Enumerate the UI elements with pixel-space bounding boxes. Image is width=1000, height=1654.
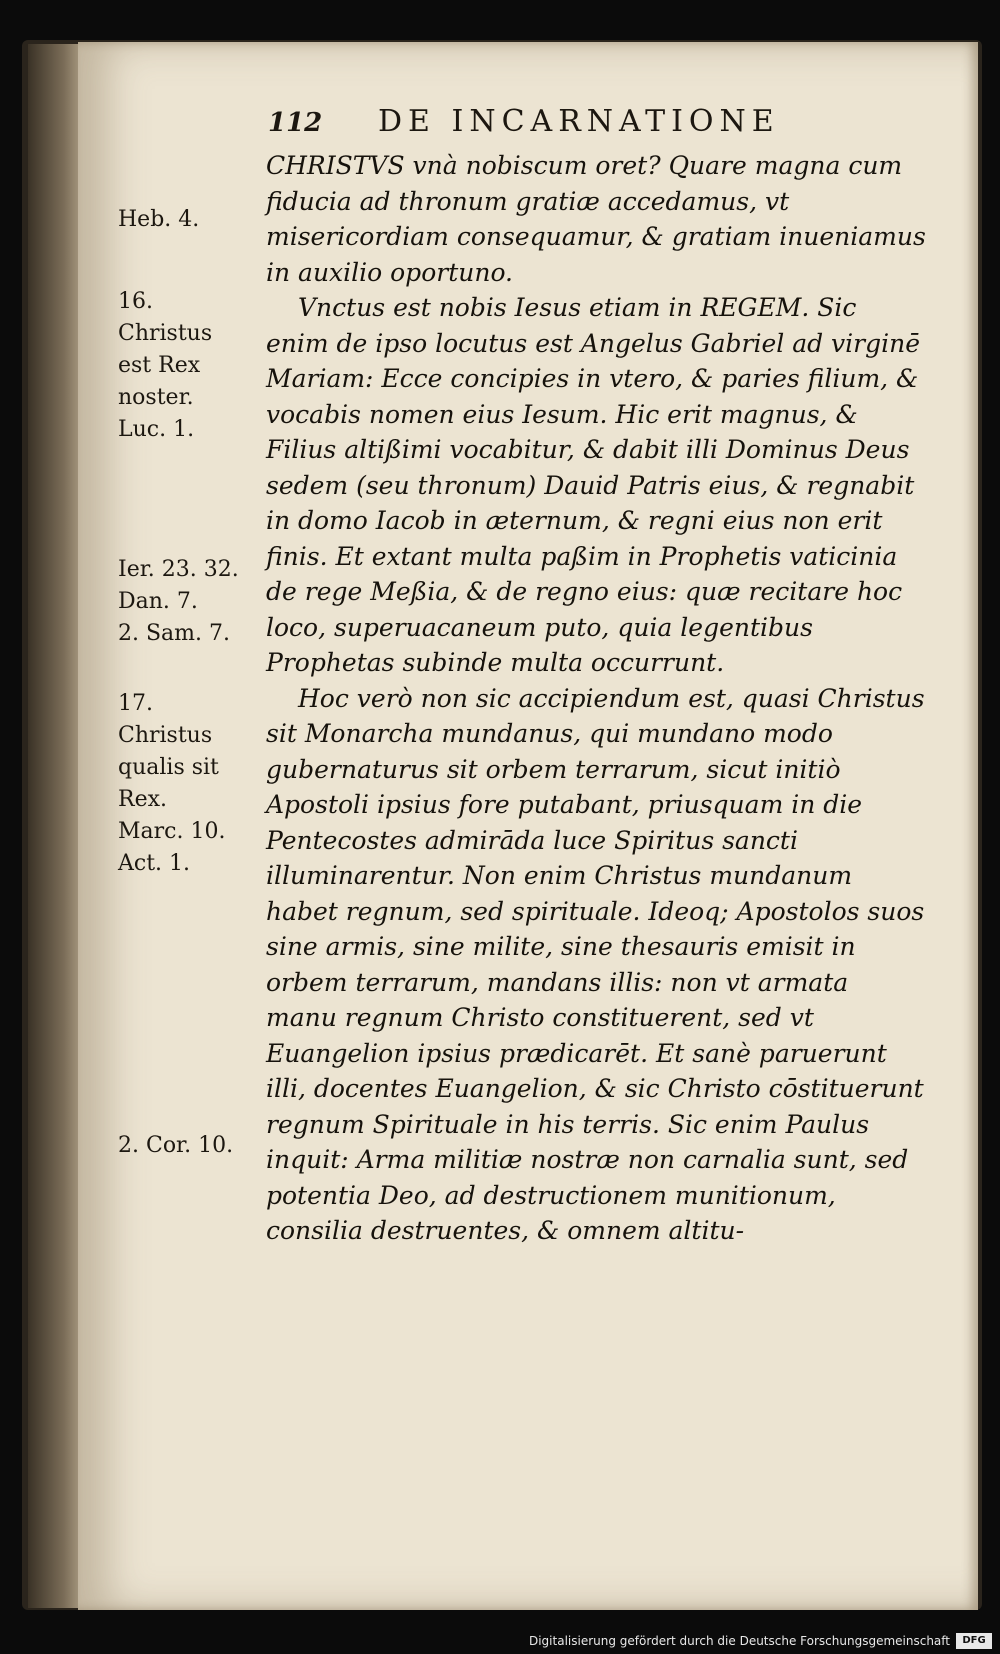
page-number: 112 (268, 108, 323, 138)
paragraph-1: CHRISTVS vnà nobiscum oret? Quare magna cum fiducia ad thronum gratiæ accedamus, vt misericordiam consequamur, & gratiam inueniamus in auxilio oportuno. (266, 151, 926, 287)
paragraph-2: Vnctus est nobis Iesus etiam in REGEM. Sic enim de ipso locutus est Angelus Gabriel ad virginē Mariam: Ecce concipies in vtero, & paries filium, & vocabis nomen eius Iesum. Hic erit magnus, & Filius altißimi vocabitur, & dabit illi Dominus Deus sedem (seu thronum) Dauid Patris eius, & regnabit in domo Iacob in æternum, & regni eius non erit finis. Et extant multa paßim in Prophetis vaticinia de rege Meßia, & de regno eius: quæ recitare hoc loco, superuacaneum puto, quia legentibus Prophetas subinde multa occurrunt. (266, 293, 921, 677)
margin-note-cor: 2. Cor. 10. (118, 1133, 234, 1158)
running-title: DE INCARNATIONE (378, 104, 780, 139)
margin-note-qualis-rex: 17. Christus qualis sit Rex. Marc. 10. Act. 1. (118, 691, 226, 876)
dfg-logo-icon: DFG (956, 1633, 992, 1649)
paragraph-3: Hoc verò non sic accipiendum est, quasi Christus sit Monarcha mundanus, qui mundano modo gubernaturus sit orbem terrarum, sicut initiò Apostoli ipsius fore putabant, priusquam in die Pentecostes admirāda luce Spiritus sancti illuminarentur. Non enim Christus mundanum habet regnum, sed spirituale. Ideoq; Apostolos suos sine armis, sine milite, sine thesauris emisit in orbem terrarum, mandans illis: non vt armata manu regnum Christo constituerent, sed vt Euangelion ipsius prædicarēt. Et sanè paruerunt illi, docentes Euangelion, & sic Christo cōstituerunt regnum Spirituale in his terris. Sic enim Paulus inquit: Arma militiæ nostræ non carnalia sunt, sed potentia Deo, ad destructionem munitionum, consilia destruentes, & omnem altitu- (266, 683, 925, 1245)
funding-credit: Digitalisierung gefördert durch die Deutsche Forschungsgemeinschaft (528, 1634, 950, 1648)
page-header (268, 104, 828, 144)
margin-note-christus-rex: 16. Christus est Rex noster. Luc. 1. (118, 289, 213, 442)
margin-note-prophets: Ier. 23. 32. Dan. 7. 2. Sam. 7. (118, 557, 239, 646)
margin-note-heb: Heb. 4. (118, 207, 200, 232)
footer-bar (0, 1624, 1000, 1654)
body-text (266, 148, 926, 1249)
